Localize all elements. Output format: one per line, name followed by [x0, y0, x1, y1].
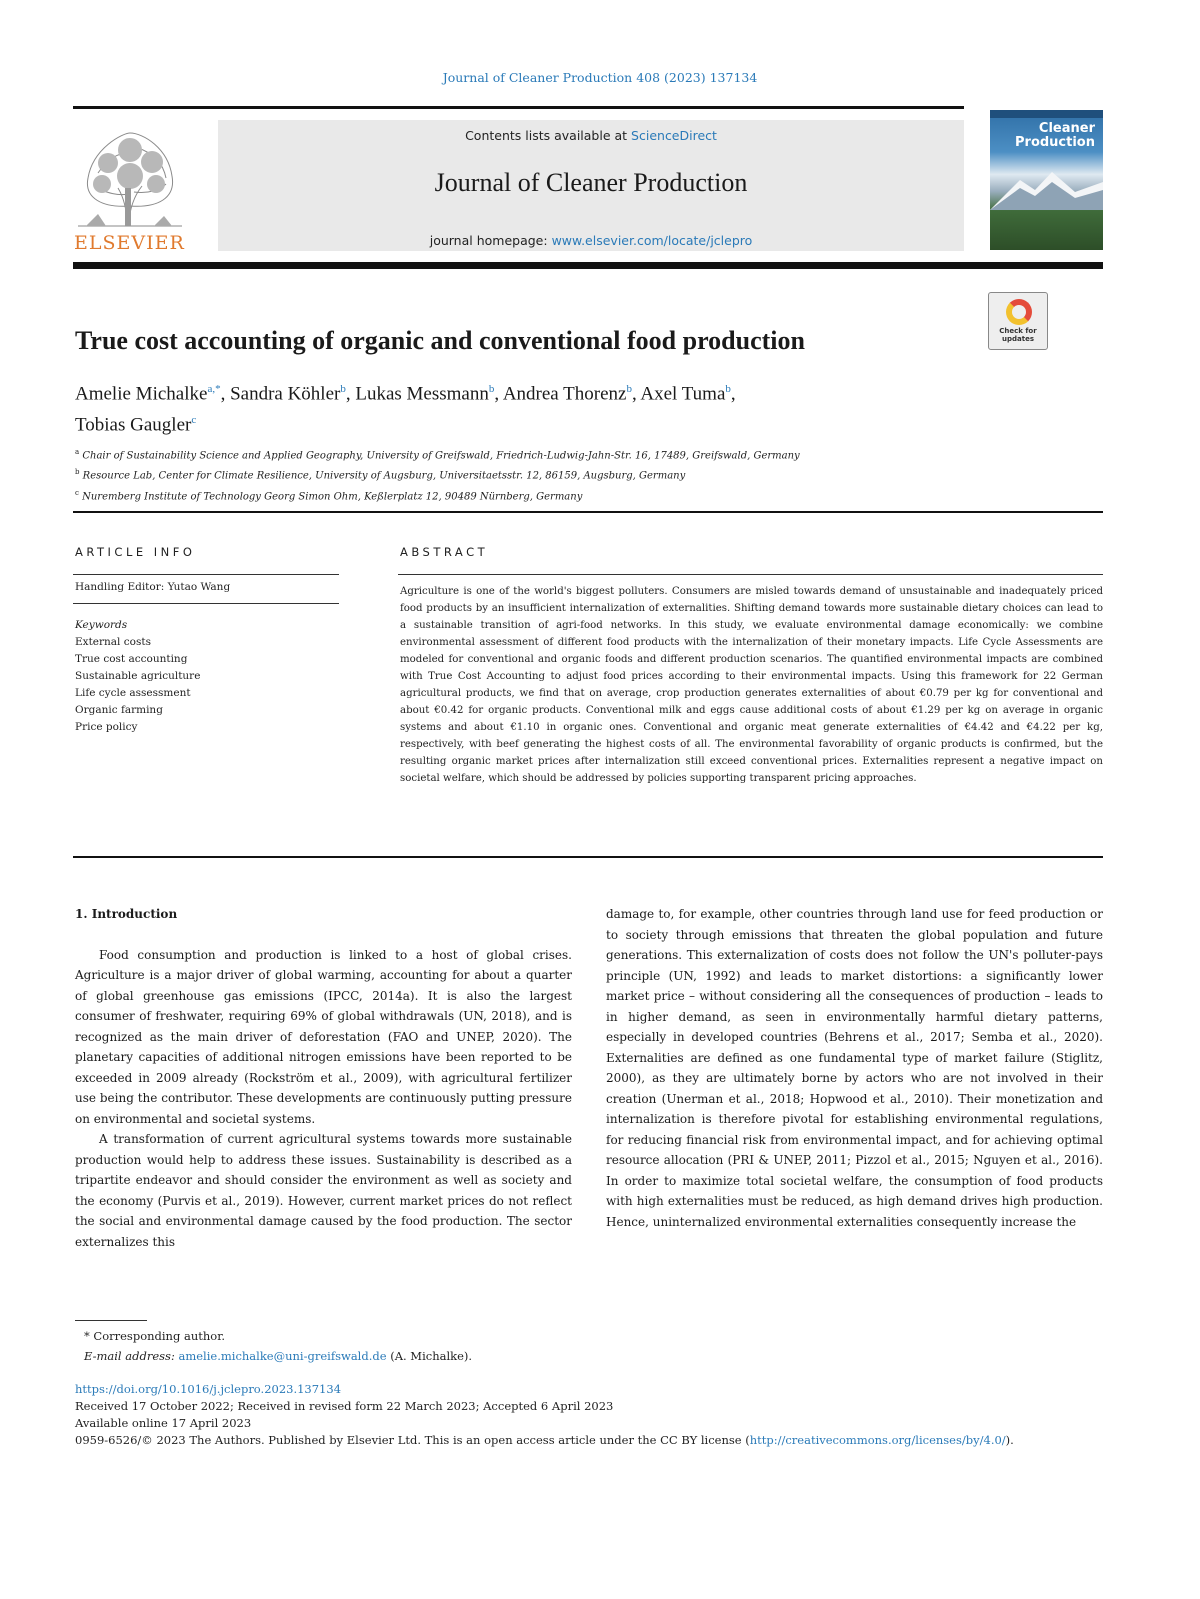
author-affiliation-mark[interactable]: a,* — [207, 383, 221, 395]
author-name: Sandra Köhler — [230, 383, 341, 405]
homepage-line — [218, 233, 964, 248]
journal-cover-image — [990, 110, 1103, 250]
cover-title — [990, 122, 1103, 150]
keyword-item: Price policy — [75, 721, 138, 733]
body-column-right — [606, 904, 1103, 1232]
received-dates: Received 17 October 2022; Received in revised form 22 March 2023; Accepted 6 April 2023 — [75, 1399, 614, 1413]
affiliation-text: Chair of Sustainability Science and Applied Geography, University of Greifswald, Friedrich-Ludwig-Jahn-Str. 16, 17489, Greifswald, Germany — [82, 450, 800, 462]
abstract-heading: ABSTRACT — [400, 545, 489, 559]
homepage-prefix: journal homepage: — [429, 233, 552, 248]
keywords-list — [75, 617, 200, 736]
author-name: Lukas Messmann — [355, 383, 489, 405]
cover-mountain-graphic — [990, 170, 1103, 210]
running-head[interactable]: Journal of Cleaner Production 408 (2023) 137134 — [442, 70, 758, 85]
cover-title-line1: Cleaner — [1038, 121, 1095, 136]
header-thick-rule — [73, 262, 1103, 269]
journal-homepage-link[interactable]: www.elsevier.com/locate/jclepro — [551, 233, 753, 248]
email-label: E-mail address: — [84, 1349, 175, 1363]
cover-top-band — [990, 110, 1103, 118]
license-prefix: 0959-6526/© 2023 The Authors. Published by Elsevier Ltd. This is an open access article under the CC BY license ( — [75, 1433, 750, 1447]
elsevier-wordmark: ELSEVIER — [74, 232, 185, 254]
keywords-heading: Keywords — [75, 619, 128, 631]
author-name: Tobias Gaugler — [75, 414, 192, 436]
check-updates-line1: Check for — [999, 327, 1037, 335]
header-rule — [73, 106, 964, 109]
check-updates-line2: updates — [1002, 335, 1034, 343]
abstract-text: Agriculture is one of the world's biggest polluters. Consumers are misled towards demand of unsustainable and inadequately priced food products by an insufficient internalization of externalities. Shifting demand towards more sustainable dietary choices can lead to a sustainable transition of agri-food networks. In this study, we evaluate environmental damage economically: we combine environmental assessment of different food products with the internalization of their monetary impacts. Life Cycle Assessments are modeled for conventional and organic foods and different production scenarios. The quantified environmental impacts are combined with True Cost Accounting to adjust food prices according to their environmental impacts. Using this framework for 22 German agricultural products, we find that on average, crop production generates externalities of about €0.79 per kg for conventional and about €0.42 for organic products. Conventional milk and eggs cause additional costs of about €1.29 per kg on average in organic systems and about €1.10 in organic ones. Conventional and organic meat generate externalities of €4.42 and €4.22 per kg, respectively, with beef generating the highest costs of all. The environmental favorability of organic products is confirmed, but the resulting organic market prices after internalization still exceed conventional prices. Externalities represent a negative impact on societal welfare, which should be addressed by policies supporting transparent pricing approaches. — [400, 586, 1103, 784]
affiliations — [75, 444, 1075, 505]
affiliation-mark: b — [75, 468, 80, 477]
author-affiliation-mark[interactable]: b — [725, 383, 731, 395]
check-updates-label — [989, 327, 1047, 343]
keyword-item: True cost accounting — [75, 653, 188, 665]
license-suffix: ). — [1005, 1433, 1014, 1447]
author-affiliation-mark[interactable]: b — [626, 383, 632, 395]
contents-prefix: Contents lists available at — [465, 128, 632, 143]
keyword-item: External costs — [75, 636, 151, 648]
check-updates-icon — [1006, 299, 1032, 325]
article-metadata — [75, 1381, 1105, 1449]
doi-link[interactable]: https://doi.org/10.1016/j.jclepro.2023.137134 — [75, 1382, 342, 1396]
email-suffix: (A. Michalke). — [390, 1349, 473, 1363]
journal-name: Journal of Cleaner Production — [434, 168, 748, 197]
license-line — [75, 1432, 1105, 1449]
body-paragraph: A transformation of current agricultural systems towards more sustainable production would help to address these issues. Sustainability is described as a tripartite endeavor and should consider the environment as well as society and the economy (Purvis et al., 2019). However, current market prices do not reflect the social and environmental damage caused by the food production. The sector externalizes this — [75, 1132, 572, 1249]
author-affiliation-mark[interactable]: b — [488, 383, 495, 395]
cover-title-line2: Production — [1015, 135, 1095, 150]
corresponding-author-note: * Corresponding author. — [84, 1329, 226, 1343]
footnote-rule — [75, 1320, 147, 1321]
available-online: Available online 17 April 2023 — [75, 1416, 252, 1430]
contents-line — [218, 128, 964, 143]
section-heading: 1. Introduction — [75, 907, 178, 921]
keyword-item: Life cycle assessment — [75, 687, 191, 699]
email-line — [84, 1346, 472, 1366]
author-name: Axel Tuma — [640, 383, 726, 405]
affiliation-item — [75, 444, 1075, 464]
body-paragraph: damage to, for example, other countries through land use for feed production or to society through emissions that threaten the global population and future generations. This externalization of costs does not follow the UN's polluter-pays principle (UN, 1992) and leads to market distortions: a significantly lower market price – without considering all the consequences of production – leads to in higher demand, as seen in environmentally harmful dietary patterns, especially in developed countries (Behrens et al., 2017; Semba et al., 2020). Externalities are defined as one fundamental type of market failure (Stiglitz, 2000), as they are ultimately borne by actors who are not involved in their creation (Unerman et al., 2018; Hopwood et al., 2010). Their monetization and internalization is therefore pivotal for establishing environmental regulations, for reducing financial risk from environmental impact, and for achieving optimal resource allocation (PRI & UNEP, 2011; Pizzol et al., 2015; Nguyen et al., 2016). In order to maximize total societal welfare, the consumption of food products with high externalities must be reduced, as high demand drives high production. Hence, uninternalized environmental externalities consequently increase the — [606, 907, 1103, 1229]
affiliation-mark: a — [75, 448, 80, 456]
article-info-rule — [73, 574, 339, 575]
author-affiliation-mark[interactable]: c — [191, 414, 197, 427]
section-rule — [73, 511, 1103, 513]
affiliation-item — [75, 464, 1075, 484]
affiliation-mark: c — [75, 488, 79, 497]
journal-masthead — [218, 120, 964, 251]
sciencedirect-link[interactable]: ScienceDirect — [631, 128, 717, 143]
author-name: Amelie Michalke — [75, 383, 208, 405]
abstract-rule — [398, 574, 1103, 575]
author-name: Andrea Thorenz — [502, 383, 627, 405]
author-list: Amelie Michalke$^{a,*}$, Sandra Köhler$^b$, Lukas Messmann$^b$, Andrea Thorenz$^b$, Axel Tuma$^b$, Tobias Gaugler$^c$ — [75, 383, 736, 436]
article-title: True cost accounting of organic and conventional food production — [75, 326, 805, 355]
keyword-item: Organic farming — [75, 704, 163, 716]
affiliation-text: Nuremberg Institute of Technology Georg Simon Ohm, Keßlerplatz 12, 90489 Nürnberg, Germany — [82, 490, 583, 502]
handling-editor: Handling Editor: Yutao Wang — [75, 581, 231, 593]
license-link[interactable]: http://creativecommons.org/licenses/by/4.0/ — [749, 1433, 1006, 1447]
article-info-heading: ARTICLE INFO — [75, 545, 196, 559]
affiliation-text: Resource Lab, Center for Climate Resilience, University of Augsburg, Universitaetsstr. 12, 86159, Augsburg, Germany — [82, 470, 686, 482]
keyword-item: Sustainable agriculture — [75, 670, 201, 682]
author-email-link[interactable]: amelie.michalke@uni-greifswald.de — [178, 1349, 387, 1363]
affiliation-item — [75, 485, 1075, 505]
body-paragraph: Food consumption and production is linked to a host of global crises. Agriculture is a major driver of global warming, accounting for about a quarter of global greenhouse gas emissions (IPCC, 2014a). It is also the largest consumer of freshwater, requiring 69% of global withdrawals (UN, 2018), and is recognized as the main driver of deforestation (FAO and UNEP, 2020). The planetary capacities of additional nitrogen emissions have been reported to be exceeded in 2009 already (Rockström et al., 2009), with agricultural fertilizer use being the contributor. These developments are continuously putting pressure on environmental and societal systems. — [75, 947, 572, 1126]
check-for-updates-button[interactable] — [988, 292, 1048, 350]
article-info-rule — [73, 603, 339, 604]
section-rule — [73, 856, 1103, 858]
author-affiliation-mark[interactable]: b — [340, 383, 346, 395]
footnote — [84, 1326, 472, 1366]
body-column-left — [75, 904, 572, 1252]
